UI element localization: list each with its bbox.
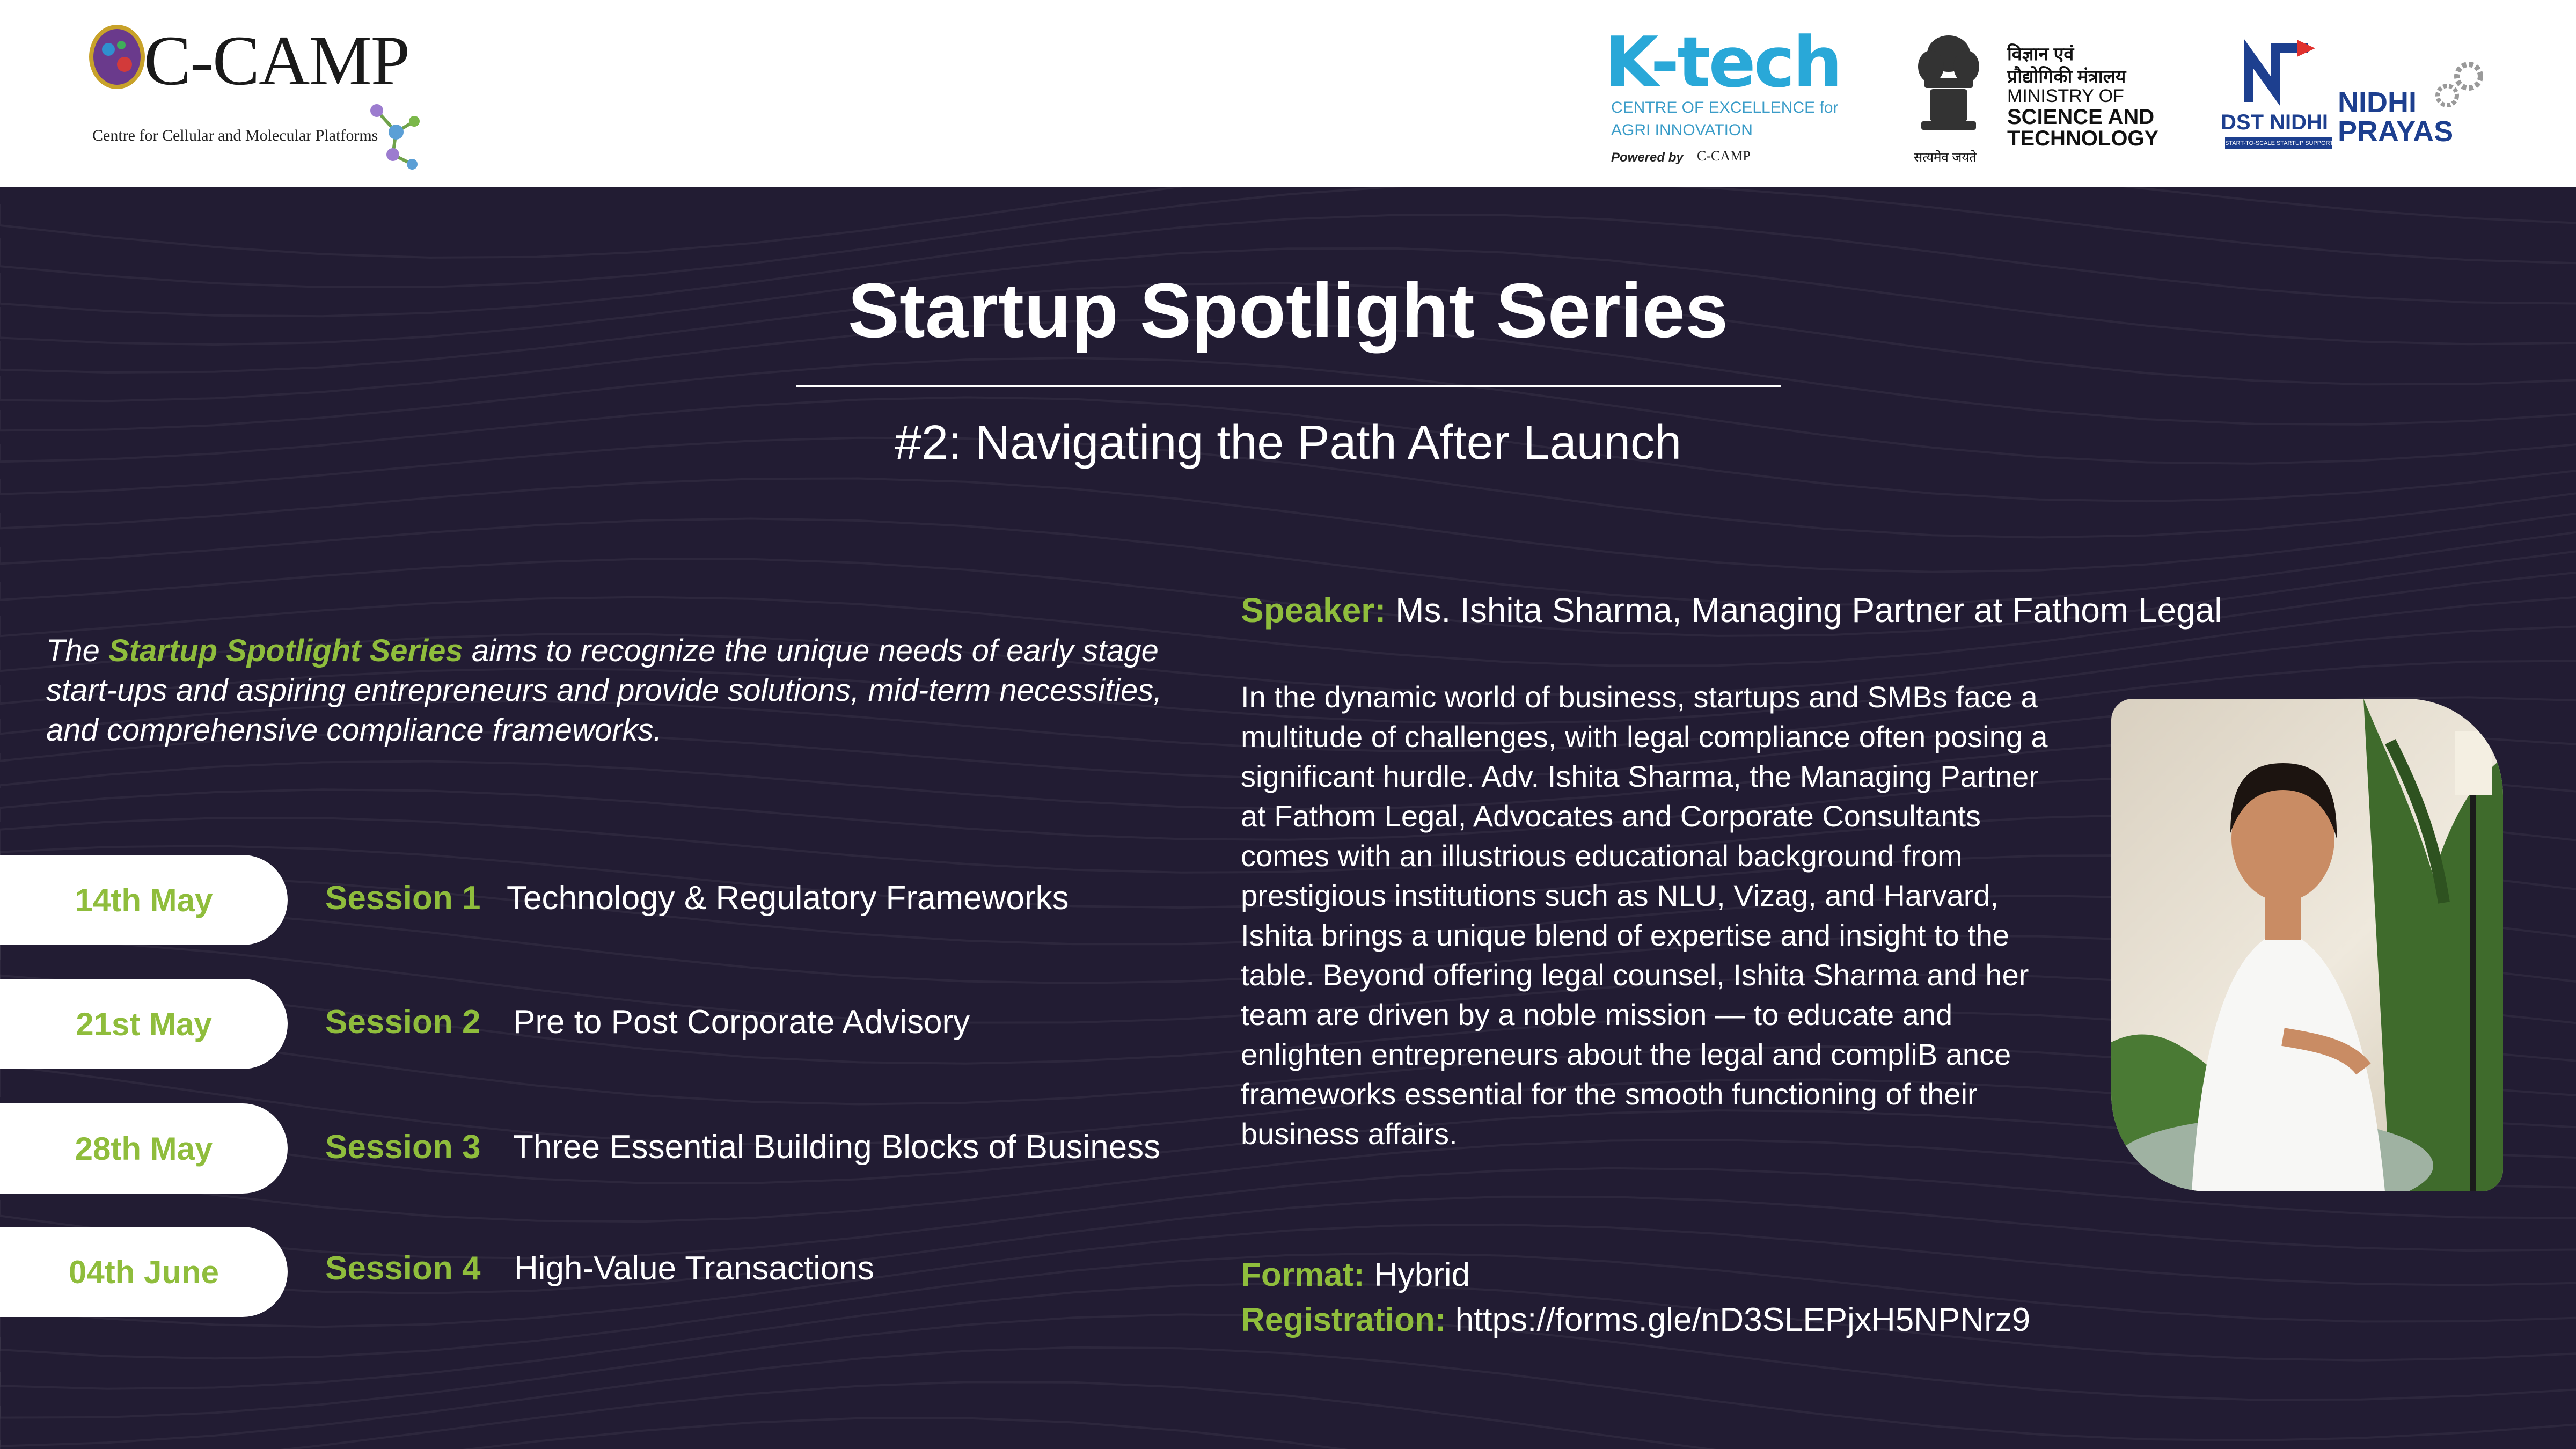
header-bar [0,0,2576,187]
ccamp-subtitle: Centre for Cellular and Molecular Platforms [92,127,378,144]
title-divider [796,385,1781,387]
speaker-line [1241,590,2222,630]
ktech-wordmark: K-tech [1605,21,1841,103]
format-line [1241,1256,1470,1294]
nidhi-prayas-line-2: PRAYAS [2338,115,2454,148]
registration-line [1241,1301,2030,1339]
session-label: Session 1 [325,880,481,917]
session-date: 21st May [76,1006,212,1042]
session-date: 04th June [68,1254,219,1290]
nidhi-prayas-line-1: NIDHI [2338,86,2417,119]
ministry-line-1: MINISTRY OF [2007,86,2124,106]
dst-nidhi-text: DST NIDHI [2221,111,2328,134]
session-date-pill [0,979,288,1069]
session-title: Technology & Regulatory Frameworks [507,880,1069,917]
session-date: 14th May [75,882,213,918]
speaker-photo [2111,699,2503,1191]
format-value: Hybrid [1364,1256,1470,1293]
format-label: Format: [1241,1256,1365,1293]
ktech-powered-by: Powered by [1611,150,1684,165]
intro-prefix: The [46,633,109,668]
speaker-label: Speaker: [1241,591,1386,630]
speaker-bio: In the dynamic world of business, startups and SMBs face a multitude of challenges, with legal compliance often posing a significant hurdle. Adv. Ishita Sharma, the Managing Partner at Fathom Legal, Advocates and Corporate Consultants comes with an illustrious educational background from prestigious institutions such as NLU, Vizag, and Harvard, Ishita brings a unique blend of expertise and insight to the table. Beyond offering legal counsel, Ishita Sharma and her team are driven by a noble mission — to educate and enlighten entrepreneurs about the legal and compliB ance frameworks essential for the smooth functioning of their business affairs. [1241,680,2048,1151]
session-date: 28th May [75,1130,213,1167]
page-subtitle: #2: Navigating the Path After Launch [894,416,1681,470]
ministry-line-3: TECHNOLOGY [2007,127,2159,150]
session-title: Pre to Post Corporate Advisory [513,1004,970,1041]
ccamp-emblem-icon [87,24,147,90]
session-date-pill [0,1103,288,1194]
session-label: Session 2 [325,1004,481,1041]
intro-highlight: Startup Spotlight Series [108,633,463,668]
ktech-tagline-1: CENTRE OF EXCELLENCE for [1611,99,1839,116]
gears-icon [2431,58,2490,112]
session-title: Three Essential Building Blocks of Business [513,1129,1161,1166]
session-date-pill [0,1227,288,1317]
ccamp-wordmark: C-CAMP [144,21,409,100]
ktech-tagline-2: AGRI INNOVATION [1611,121,1753,139]
intro-text: aims to recognize the unique needs of early stage start-ups and aspiring entrepreneurs and provide solutions, mid-term necessities, and comprehensive compliance frameworks. [46,633,1162,748]
ministry-hindi-line-2: प्रौद्योगिकी मंत्रालय [2007,67,2126,87]
ministry-line-2: SCIENCE AND [2007,105,2155,129]
molecule-icon [361,94,430,175]
intro-paragraph [46,631,1184,750]
registration-link[interactable]: https://forms.gle/nD3SLEPjxH5NPNrz9 [1446,1301,2031,1338]
page-title: Startup Spotlight Series [847,267,1729,354]
ministry-hindi-line-1: विज्ञान एवं [2007,44,2074,64]
session-title: High-Value Transactions [514,1250,874,1287]
national-emblem-icon [1914,29,1984,142]
session-label: Session 4 [325,1250,481,1287]
ktech-powered-logo: C-CAMP [1697,148,1751,164]
speaker-name: Ms. Ishita Sharma, Managing Partner at Fathom Legal [1386,591,2222,630]
dst-nidhi-icon [2243,38,2318,107]
wave-line [0,1418,2576,1449]
emblem-motto: सत्यमेव जयते [1914,150,1977,165]
dst-nidhi-tagline: START-TO-SCALE STARTUP SUPPORT [2225,137,2332,149]
registration-label: Registration: [1241,1301,1446,1338]
session-label: Session 3 [325,1129,481,1166]
session-date-pill [0,855,288,945]
